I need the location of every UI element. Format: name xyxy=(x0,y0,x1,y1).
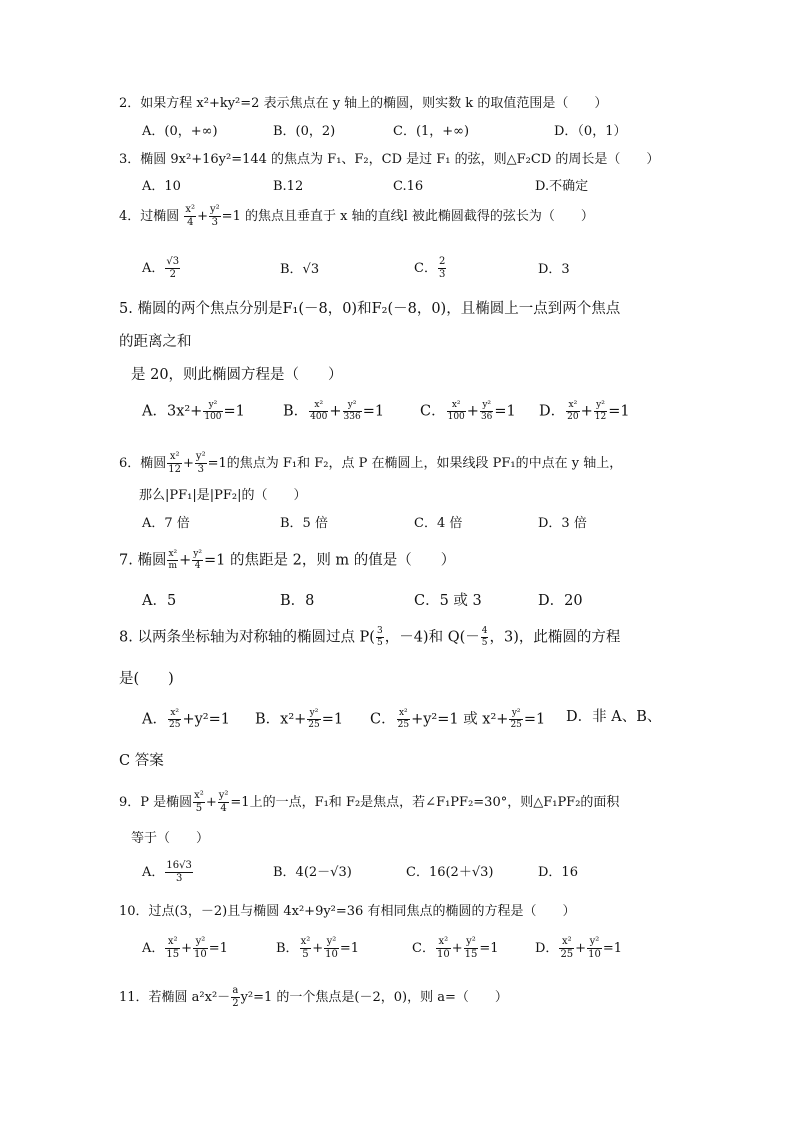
question-9-option-b: B．4(2－√3) xyxy=(273,865,352,880)
question-2-option-b: B．(0，2) xyxy=(273,124,336,139)
question-2-option-d: D．（0，1） xyxy=(554,124,627,139)
question-4-option-a: A． $\frac{√3}{2}$ xyxy=(142,256,180,280)
question-8-option-a: A． $\frac{\text{x²}}{25}$ +y²=1 xyxy=(142,708,230,730)
question-10-stem: 10．过点(3，－2)且与椭圆 4x²+9y²=36 有相同焦点的椭圆的方程是（ ） xyxy=(119,904,576,919)
question-4-stem-pre: 4．过椭圆 xyxy=(119,209,180,224)
question-7-option-a: A．5 xyxy=(142,593,177,609)
question-3-option-c: C.16 xyxy=(393,179,424,194)
question-5-line-3: 是 20，则此椭圆方程是（ ） xyxy=(131,367,343,383)
question-5-option-b: B． $\frac{\text{x²}}{400}$ + $\frac{\text{y²}}{336}$ =1 xyxy=(283,400,385,422)
question-6-option-b: B．5 倍 xyxy=(280,516,328,531)
question-4-option-d: D．3 xyxy=(538,262,570,277)
question-5-line-2: 的距离之和 xyxy=(119,334,192,350)
question-10-option-c: C． $\frac{\text{x²}}{10}$ + $\frac{\text{y²}}{15}$ =1 xyxy=(412,936,499,960)
question-6-option-a: A．7 倍 xyxy=(142,516,190,531)
question-7-option-b: B．8 xyxy=(280,593,315,609)
question-9-stem: 9．P 是椭圆 $\frac{\text{x²}}{5}$ + $\frac{\text{y²}}{4}$ =1上的一点，F₁和 F₂是焦点，若∠F₁PF₂=30°，则△F₁PF₂的面积 xyxy=(119,790,620,814)
question-5-option-d: D． $\frac{\text{x²}}{20}$ + $\frac{\text{y²}}{12}$ =1 xyxy=(539,400,630,422)
question-7-option-d: D．20 xyxy=(538,593,583,609)
question-10-option-b: B． $\frac{\text{x²}}{5}$ + $\frac{\text{y²}}{10}$ =1 xyxy=(276,936,360,960)
question-4-stem: 4．过椭圆 $\frac{\text{x²}}{4}$ + $\frac{\text{y²}}{3}$ =1 的焦点且垂直于 x 轴的直线l 被此椭圆截得的弦长为（ ） xyxy=(119,204,594,228)
question-5-line-1: 5. 椭圆的两个焦点分别是F₁(－8，0)和F₂(－8，0)，且椭圆上一点到两个焦点 xyxy=(119,301,621,317)
question-5-option-a: A．3x²+ $\frac{\text{y²}}{100}$ =1 xyxy=(142,400,245,422)
question-7-stem: 7. 椭圆 $\frac{\text{x²}}{m}$ + $\frac{\text{y²}}{4}$ =1 的焦距是 2，则 m 的值是（ ） xyxy=(119,549,456,571)
question-5-option-c: C． $\frac{\text{x²}}{100}$ + $\frac{\text{y²}}{36}$ =1 xyxy=(420,400,516,422)
question-8-line-last: C 答案 xyxy=(119,753,164,769)
question-4-stem-post: 的焦点且垂直于 x 轴的直线l 被此椭圆截得的弦长为（ ） xyxy=(244,209,594,224)
question-8-line-2: 是( ) xyxy=(119,671,174,687)
question-6-option-d: D．3 倍 xyxy=(538,516,587,531)
question-3-stem: 3．椭圆 9x²+16y²=144 的焦点为 F₁、F₂，CD 是过 F₁ 的弦，则△F₂CD 的周长是（ ） xyxy=(119,152,660,167)
question-2-stem: 2．如果方程 x²+ky²=2 表示焦点在 y 轴上的椭圆，则实数 k 的取值范围是（ ） xyxy=(119,96,608,111)
question-7-option-c: C．5 或 3 xyxy=(414,593,482,609)
question-8-option-c: C． $\frac{\text{x²}}{25}$ +y²=1 或 x²+ $\frac{\text{y²}}{25}$ =1 xyxy=(370,708,546,730)
question-3-option-a: A．10 xyxy=(142,179,181,194)
question-11-stem: 11．若椭圆 a²x²－ $\frac{a}{2}$ y²=1 的一个焦点是(－2，0)，则 a=（ ） xyxy=(119,985,508,1009)
ellipse-y-term: $\frac{\text{y²}}{3}$ xyxy=(209,204,220,228)
question-6-line-2: 那么|PF₁|是|PF₂|的（ ） xyxy=(139,488,307,503)
question-10-option-a: A． $\frac{\text{x²}}{15}$ + $\frac{\text{y²}}{10}$ =1 xyxy=(142,936,228,960)
question-4-option-c: C． $\frac{2}{3}$ xyxy=(414,256,446,280)
question-3-option-d: D.不确定 xyxy=(535,179,589,194)
question-2-option-c: C．(1，+∞) xyxy=(393,124,470,139)
question-9-line-2: 等于（ ） xyxy=(131,831,210,846)
question-2-option-a: A．(0，+∞) xyxy=(142,124,218,139)
question-4-option-b: B．√3 xyxy=(280,262,320,277)
ellipse-x-term: $\frac{\text{x²}}{4}$ xyxy=(185,204,196,228)
question-6-option-c: C．4 倍 xyxy=(414,516,463,531)
question-9-option-a: A． $\frac{16√3}{3}$ xyxy=(142,860,192,884)
question-8-option-d: D．非 A、B、 xyxy=(566,709,662,725)
question-8-stem: 8. 以两条坐标轴为对称轴的椭圆过点 P( $\frac{3}{5}$ ，－4)和 Q(－ $\frac{4}{5}$ ，3)，此椭圆的方程 xyxy=(119,626,621,648)
question-8-option-b: B．x²+ $\frac{\text{y²}}{25}$ =1 xyxy=(255,708,344,730)
question-3-option-b: B.12 xyxy=(273,179,304,194)
question-9-option-d: D．16 xyxy=(538,865,578,880)
question-6-stem: 6．椭圆 $\frac{\text{x²}}{12}$ + $\frac{\text{y²}}{3}$ =1的焦点为 F₁和 F₂，点 P 在椭圆上，如果线段 PF₁的中点在 y 轴上， xyxy=(119,451,623,475)
question-10-option-d: D． $\frac{\text{x²}}{25}$ + $\frac{\text{y²}}{10}$ =1 xyxy=(535,936,622,960)
question-9-option-c: C．16(2＋√3) xyxy=(406,865,494,880)
